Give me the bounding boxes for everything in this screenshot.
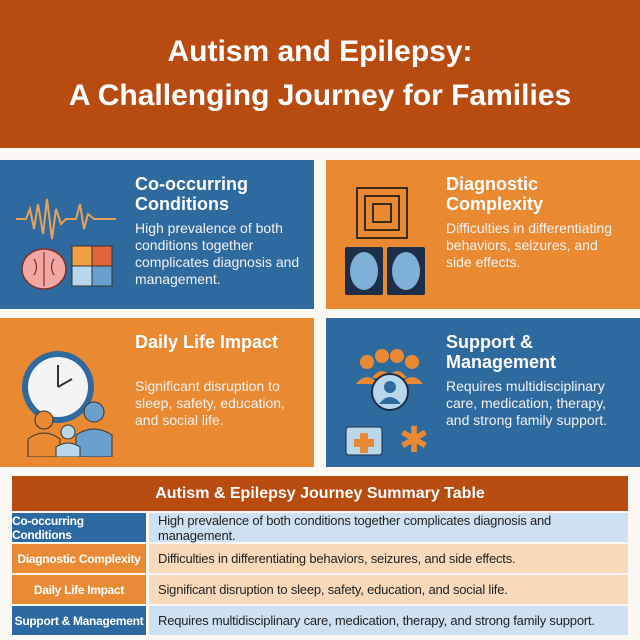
row-label: Daily Life Impact (12, 575, 146, 604)
row-text: Requires multidisciplinary care, medication, therapy, and strong family support. (149, 606, 628, 635)
panel-description: Difficulties in differentiating behaviors, seizures, and side effects. (446, 220, 613, 270)
table-row (12, 544, 628, 573)
panel-title: Daily Life Impact (135, 332, 279, 352)
row-text: Difficulties in differentiating behaviors, seizures, and side effects. (149, 544, 628, 573)
panel-description: Significant disruption to sleep, safety, education, and social life. (135, 378, 285, 428)
clock-family-icon (16, 332, 126, 457)
row-text: High prevalence of both conditions together complicates diagnosis and management. (149, 513, 628, 542)
panel-support (326, 318, 640, 467)
row-label: Diagnostic Complexity (12, 544, 146, 573)
title-line-1: Autism and Epilepsy: (167, 35, 473, 68)
row-label: Support & Management (12, 606, 146, 635)
panel-daily-life (0, 318, 314, 467)
brain-puzzle-icon (16, 174, 126, 299)
row-text: Significant disruption to sleep, safety, education, and social life. (149, 575, 628, 604)
row-label: Co-occurring Conditions (12, 513, 146, 542)
panel-co-occurring (0, 160, 314, 309)
table-title: Autism & Epilepsy Journey Summary Table (12, 476, 628, 511)
panel-description: High prevalence of both conditions together complicates diagnosis and management. (135, 220, 300, 287)
panel-description: Requires multidisciplinary care, medication, therapy, and strong family support. (446, 378, 608, 428)
summary-table (12, 476, 628, 628)
care-team-icon (342, 332, 452, 457)
svg-text:✱: ✱ (398, 420, 430, 457)
title-line-2: A Challenging Journey for Families (68, 79, 572, 112)
maze-brain-scan-icon (342, 174, 452, 299)
page-title (0, 0, 640, 148)
panel-title: Diagnostic Complexity (446, 174, 544, 214)
table-row (12, 606, 628, 635)
table-row (12, 513, 628, 542)
panel-title: Support & Management (446, 332, 557, 372)
panel-title: Co-occurring Conditions (135, 174, 249, 214)
table-row (12, 575, 628, 604)
panel-diagnostic (326, 160, 640, 309)
